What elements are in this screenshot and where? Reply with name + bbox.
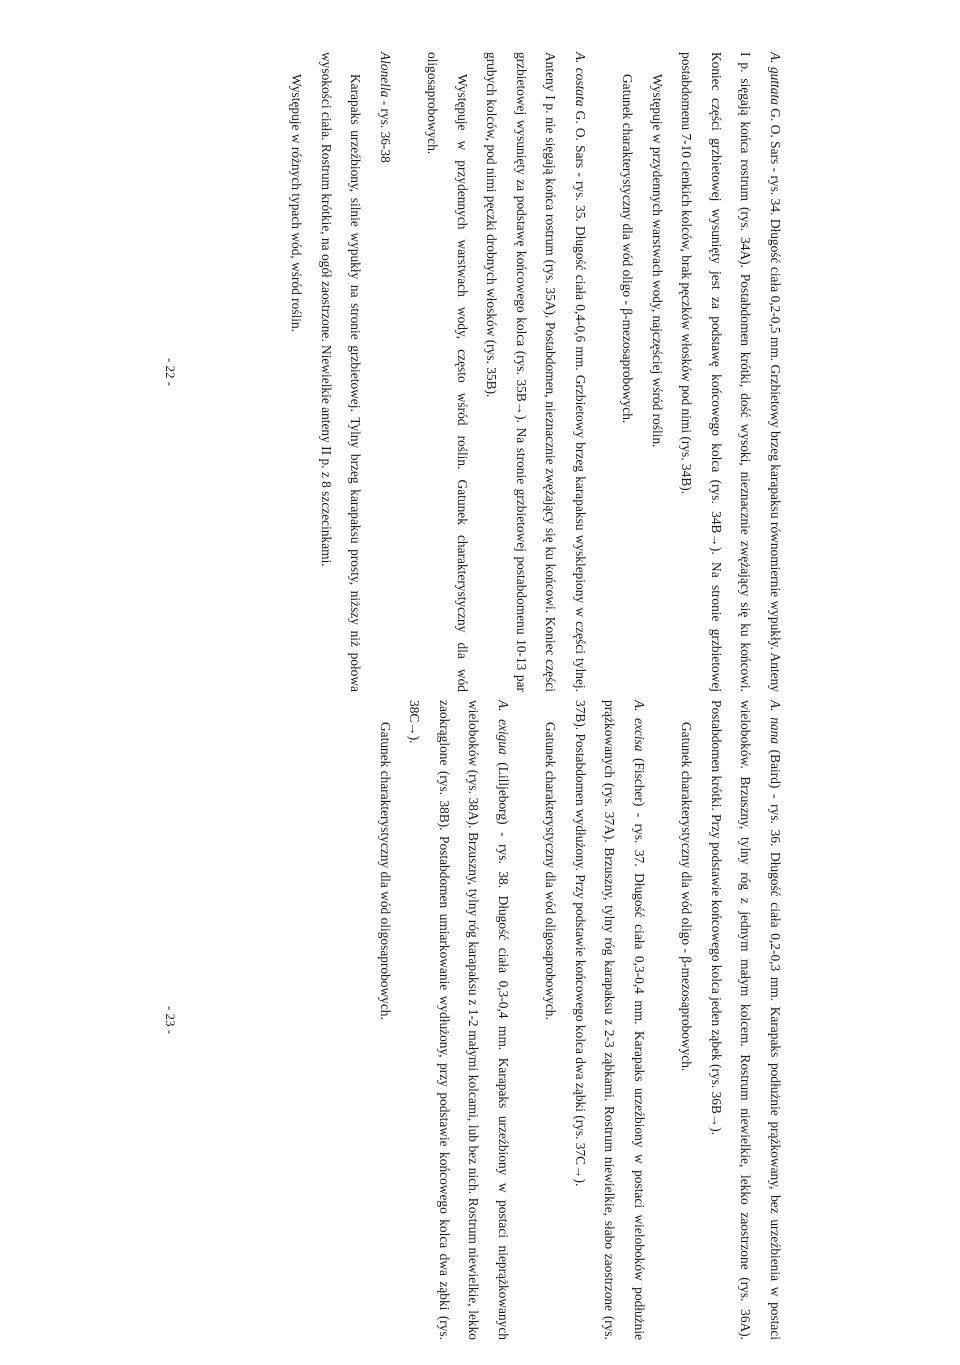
paragraph-text: Karapaks urzeźbiony, silnie wypukły na stronie grzbietowej. Tylny brzeg karapaksu prosty, niższy niż połowa wysokości ciała. Rostrum krótkie, na ogół zaostrzone. Niewielkie anteny II p. z 8 szczecinkami. [319,52,364,692]
species-name: A. exigua [496,700,511,755]
paragraph-text: Gatunek charakterystyczny dla wód oligosaprobowych. [543,722,559,1020]
page-number: - 22 - [163,357,178,387]
paragraph-habitat [418,52,477,692]
species-name: A. nana [768,700,783,744]
paragraph-a-excisa [566,700,655,1340]
paragraph-text: - rys. 36-38 [378,97,393,163]
paragraph-a-nana [702,700,791,1340]
paragraph-gap [518,700,536,1340]
paragraph-alonella-heading [371,52,401,692]
paragraph-text: Występuje w przydennych warstwach wody, często wśród roślin. Gatunek charakterystyczny dla wód oligosaprobowych. [425,52,470,692]
paragraph-gap [595,52,613,692]
paragraph-indicator [536,700,566,1340]
species-name: A. costata [573,52,588,107]
paragraph-indicator [613,52,643,692]
paragraph-text: (Lilljeborg) - rys. 38. Długość ciała 0,3-0,4 mm. Karapaks urzeźbiony w postaci nieprążkowanych wieloboków (rys. 38A). Brzuszny, tylny róg karapaksu z 1-2 małymi kolcami, lub bez nich. Rostrum niewielkie, lekko zaokrąglone (rys. 38B). Postabdomen umiarkowanie wydłużony, przy podstawie końcowego kolca dwa ząbki (rys. 38C→). [407,700,511,1340]
species-name: A. excisa [632,700,647,752]
paragraph-text: Gatunek charakterystyczny dla wód oligo - β-mezosaprobowych. [620,74,636,424]
paragraph-text: (Fischer) - rys. 37. Długość ciała 0,3-0,4 mm. Karapaks urzeźbiony w postaci wieloboków podłużnie prążkowanych (rys. 37A). Brzuszny, tylny róg karapaksu z 2-3 ząbkami. Rostrum niewielkie, słabo zaostrzone (rys. 37B). Postabdomen wydłużony. Przy podstawie końcowego kolca dwa ząbki (rys. 37C→). [573,700,647,1340]
paragraph-a-costata [477,52,595,692]
page-23 [150,700,790,1340]
paragraph-a-guttata [672,52,790,692]
paragraph-text: Gatunek charakterystyczny dla wód oligo - β-mezosaprobowych. [679,722,695,1072]
paragraph-alonella-description [312,52,371,692]
genus-name: Alonella [378,52,393,98]
paragraph-text: (Baird) - rys. 36. Długość ciała 0,2-0,3 mm. Karapaks podłużnie prążkowany, bez urzeźbienia w postaci wieloboków. Brzuszny, tylny róg z jednym małym kolcem. Rostrum niewielkie, lekko zaostrzone (rys. 36A). Postabdomen krótki. Przy podstawie końcowego kolca jeden ząbek (rys. 36B→). [709,700,783,1340]
page-number: - 23 - [163,1005,178,1035]
paragraph-text: G. O. Sars - rys. 34. Długość ciała 0,2-0,5 mm. Grzbietowy brzeg karapaksu równomiernie wypukły. Anteny I p. sięgają końca rostrum (rys. 34A). Postabdomen krótki, dość wysoki, nieznacznie zwężający się ku końcowi. Koniec części grzbietowej wysunięty jest za podstawę końcowego kolca (rys. 34B→). Na stronie grzbietowej postabdomenu 7-10 cienkich kolców, brak pęczków włosków pod nimi (rys. 34B). [679,52,783,692]
paragraph-text: Gatunek charakterystyczny dla wód oligosaprobowych. [378,722,393,1020]
paragraph-indicator [371,700,401,1340]
paragraph-a-exigua [400,700,518,1340]
paragraph-gap [654,700,672,1340]
paragraph-habitat [282,52,312,692]
paragraph-indicator [672,700,702,1340]
paragraph-gap [400,52,418,692]
page-22 [150,52,790,692]
species-name: A. guttata [768,52,783,105]
paragraph-text: G. O. Sars - rys. 35. Długość ciała 0,4-0,6 mm. Grzbietowy brzeg karapaksu wysklepiony w części tylnej. Anteny I p. nie sięgają końca rostrum (rys. 35A). Postabdomen, nieznacznie zwężający się ku końcowi. Koniec części grzbietowej wysunięty za podstawę końcowego kolca (rys. 35B→). Na stronie grzbietowej postabdomenu 10-13 par grubych kolców, pod nimi pęczki drobnych włosków (rys. 35B). [484,52,588,693]
paragraph-text: Występuje w różnych typach wód, wśród roślin. [289,74,305,333]
paragraph-text: Występuje w przydennych warstwach wody, najczęściej wśród roślin. [650,74,665,448]
paragraph-habitat [643,52,673,692]
